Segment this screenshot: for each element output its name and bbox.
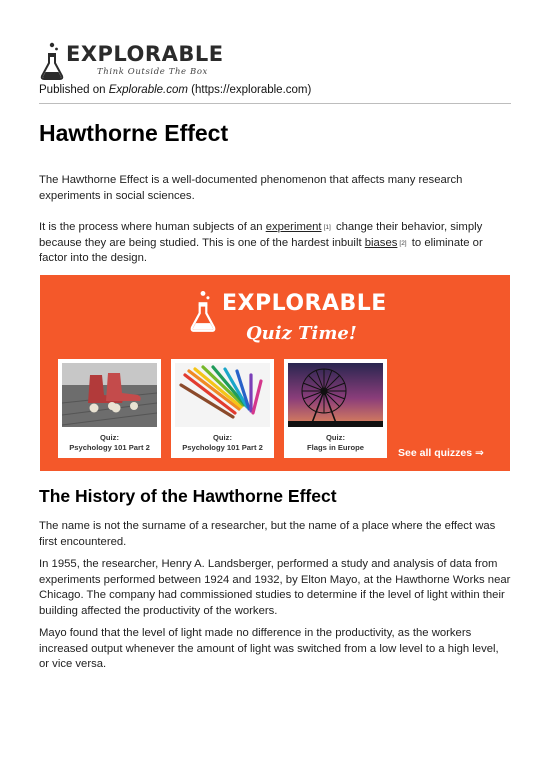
- colored-pencils-photo: [175, 363, 270, 427]
- banner-logo: [188, 289, 387, 349]
- card-1-label-quiz: Quiz:: [100, 433, 119, 442]
- card-2-label-quiz: Quiz:: [213, 433, 232, 442]
- p2-text-3: to eliminate or factor into the design.: [39, 236, 483, 264]
- card-2-label-title: Psychology 101 Part 2: [182, 443, 263, 452]
- published-url-link[interactable]: (https://explorable.com): [191, 84, 312, 96]
- ref-1[interactable]: [1]: [323, 224, 331, 231]
- quiz-card-1[interactable]: [58, 359, 161, 458]
- quiz-banner[interactable]: [40, 275, 510, 471]
- page-title: Hawthorne Effect: [39, 120, 229, 146]
- see-all-quizzes-link[interactable]: See all quizzes ⇒: [398, 447, 484, 459]
- p2-text-1: It is the process where human subjects of an: [39, 221, 266, 233]
- p2-text-2: change their behavior, simply because they are being studied. This is one of the hardest inbuilt: [39, 221, 483, 249]
- ref-2[interactable]: [2]: [399, 239, 407, 247]
- quiz-card-3[interactable]: [284, 359, 387, 458]
- flask-icon: [188, 289, 218, 333]
- flask-icon: [39, 41, 65, 81]
- history-paragraph-3: Mayo found that the level of light made no difference in the productivity, as the workers increased output whenever the amount of light was switched from a low level to a high level, or vice versa.: [39, 627, 499, 670]
- card-3-label-title: Flags in Europe: [307, 443, 364, 452]
- explorable-logo[interactable]: [39, 41, 224, 83]
- published-line: [39, 84, 311, 96]
- biases-link[interactable]: biases: [364, 236, 398, 249]
- quiz-card-2[interactable]: [171, 359, 274, 458]
- history-paragraph-2: In 1955, the researcher, Henry A. Landsberger, performed a study and analysis of data from experiments performed between 1924 and 1932, by Elton Mayo, at the Hawthorne Works near Chicago. The company had commissioned studies to determine if the level of light within their building affected the productivity of the workers.: [39, 558, 511, 617]
- roller-skates-photo: [62, 363, 157, 427]
- logo-wordmark: EXPLORABLE: [66, 42, 224, 66]
- card-1-label-title: Psychology 101 Part 2: [69, 443, 150, 452]
- history-paragraph-1: The name is not the surname of a researcher, but the name of a place where the effect was first encountered.: [39, 520, 496, 548]
- definition-paragraph: [39, 220, 511, 267]
- header-divider: [39, 103, 511, 104]
- intro-paragraph: The Hawthorne Effect is a well-documented phenomenon that affects many research experiments in social sciences.: [39, 174, 463, 202]
- logo-tagline: Think Outside The Box: [97, 67, 208, 77]
- published-prefix: Published on: [39, 84, 109, 96]
- banner-subtitle: Quiz Time!: [246, 323, 357, 344]
- experiment-link[interactable]: experiment: [265, 221, 322, 233]
- ferris-wheel-sunset-photo: [288, 363, 383, 427]
- banner-wordmark: EXPLORABLE: [222, 291, 387, 316]
- card-3-label-quiz: Quiz:: [326, 433, 345, 442]
- section-heading: The History of the Hawthorne Effect: [39, 486, 337, 506]
- published-site-link[interactable]: Explorable.com: [108, 84, 188, 96]
